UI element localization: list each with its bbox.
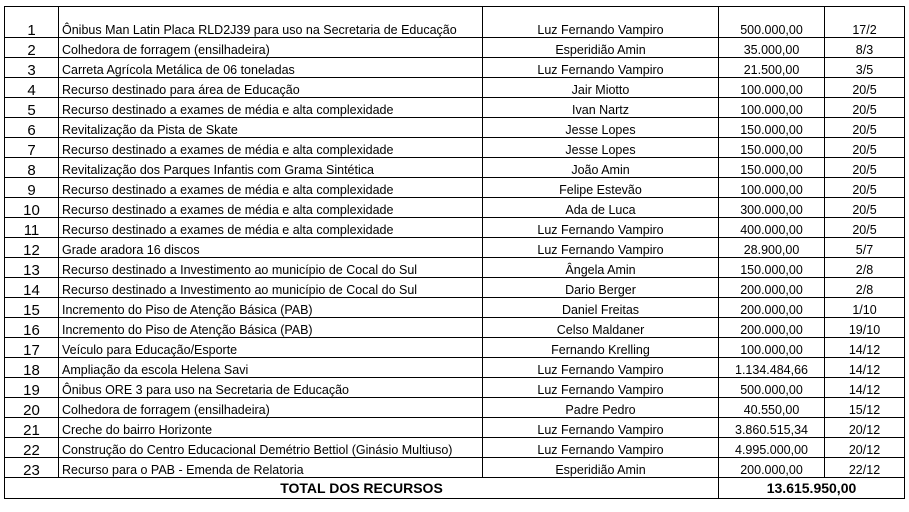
row-description: Recurso destinado a exames de média e alta complexidade	[59, 178, 483, 198]
row-value: 200.000,00	[719, 318, 825, 338]
row-date: 5/7	[825, 238, 905, 258]
row-description: Ônibus Man Latin Placa RLD2J39 para uso na Secretaria de Educação	[59, 7, 483, 38]
row-number: 17	[5, 338, 59, 358]
row-description: Carreta Agrícola Metálica de 06 toneladas	[59, 58, 483, 78]
table-row	[5, 218, 905, 238]
table-row	[5, 238, 905, 258]
row-date: 22/12	[825, 458, 905, 478]
row-number: 5	[5, 98, 59, 118]
row-date: 14/12	[825, 358, 905, 378]
row-value: 200.000,00	[719, 278, 825, 298]
row-author: Luz Fernando Vampiro	[483, 378, 719, 398]
table-row	[5, 298, 905, 318]
row-author: Luz Fernando Vampiro	[483, 238, 719, 258]
row-value: 21.500,00	[719, 58, 825, 78]
row-number: 16	[5, 318, 59, 338]
table-row	[5, 338, 905, 358]
table-row	[5, 458, 905, 478]
row-number: 15	[5, 298, 59, 318]
row-author: Luz Fernando Vampiro	[483, 438, 719, 458]
row-author: Esperidião Amin	[483, 458, 719, 478]
row-value: 100.000,00	[719, 78, 825, 98]
row-description: Grade aradora 16 discos	[59, 238, 483, 258]
row-author: Luz Fernando Vampiro	[483, 358, 719, 378]
row-author: Felipe Estevão	[483, 178, 719, 198]
total-value: 13.615.950,00	[719, 478, 905, 499]
row-description: Incremento do Piso de Atenção Básica (PAB)	[59, 318, 483, 338]
row-description: Recurso destinado a Investimento ao município de Cocal do Sul	[59, 258, 483, 278]
table-row	[5, 7, 905, 38]
row-author: Jair Miotto	[483, 78, 719, 98]
row-value: 200.000,00	[719, 298, 825, 318]
row-value: 150.000,00	[719, 158, 825, 178]
row-author: Dario Berger	[483, 278, 719, 298]
row-date: 20/5	[825, 138, 905, 158]
row-author: Luz Fernando Vampiro	[483, 418, 719, 438]
row-date: 2/8	[825, 278, 905, 298]
row-value: 500.000,00	[719, 7, 825, 38]
row-number: 9	[5, 178, 59, 198]
row-date: 20/5	[825, 198, 905, 218]
row-description: Recurso destinado a exames de média e alta complexidade	[59, 138, 483, 158]
row-number: 4	[5, 78, 59, 98]
row-date: 19/10	[825, 318, 905, 338]
row-value: 1.134.484,66	[719, 358, 825, 378]
row-date: 3/5	[825, 58, 905, 78]
row-date: 14/12	[825, 338, 905, 358]
row-description: Recurso destinado a exames de média e alta complexidade	[59, 98, 483, 118]
row-number: 7	[5, 138, 59, 158]
table-row	[5, 278, 905, 298]
table-row	[5, 318, 905, 338]
row-date: 8/3	[825, 38, 905, 58]
row-value: 500.000,00	[719, 378, 825, 398]
row-value: 28.900,00	[719, 238, 825, 258]
table-row	[5, 98, 905, 118]
row-number: 11	[5, 218, 59, 238]
row-author: Daniel Freitas	[483, 298, 719, 318]
row-value: 40.550,00	[719, 398, 825, 418]
total-row	[5, 478, 905, 499]
row-number: 21	[5, 418, 59, 438]
row-date: 1/10	[825, 298, 905, 318]
table-row	[5, 258, 905, 278]
row-author: Luz Fernando Vampiro	[483, 7, 719, 38]
row-date: 20/5	[825, 98, 905, 118]
row-description: Incremento do Piso de Atenção Básica (PAB)	[59, 298, 483, 318]
row-description: Ônibus ORE 3 para uso na Secretaria de Educação	[59, 378, 483, 398]
row-value: 35.000,00	[719, 38, 825, 58]
row-description: Ampliação da escola Helena Savi	[59, 358, 483, 378]
row-description: Recurso destinado para área de Educação	[59, 78, 483, 98]
table-row	[5, 158, 905, 178]
row-description: Construção do Centro Educacional Demétrio Bettiol (Ginásio Multiuso)	[59, 438, 483, 458]
row-description: Colhedora de forragem (ensilhadeira)	[59, 38, 483, 58]
row-number: 12	[5, 238, 59, 258]
table-row	[5, 378, 905, 398]
table-row	[5, 198, 905, 218]
row-value: 200.000,00	[719, 458, 825, 478]
row-number: 6	[5, 118, 59, 138]
total-label: TOTAL DOS RECURSOS	[5, 478, 719, 499]
row-author: Ângela Amin	[483, 258, 719, 278]
row-number: 19	[5, 378, 59, 398]
row-description: Revitalização da Pista de Skate	[59, 118, 483, 138]
row-number: 3	[5, 58, 59, 78]
row-date: 20/12	[825, 438, 905, 458]
row-description: Veículo para Educação/Esporte	[59, 338, 483, 358]
table-row	[5, 178, 905, 198]
row-number: 14	[5, 278, 59, 298]
row-author: Padre Pedro	[483, 398, 719, 418]
row-author: Luz Fernando Vampiro	[483, 218, 719, 238]
table-row	[5, 78, 905, 98]
row-number: 13	[5, 258, 59, 278]
row-number: 10	[5, 198, 59, 218]
row-value: 3.860.515,34	[719, 418, 825, 438]
row-author: Celso Maldaner	[483, 318, 719, 338]
row-value: 4.995.000,00	[719, 438, 825, 458]
row-author: Jesse Lopes	[483, 118, 719, 138]
table-row	[5, 58, 905, 78]
row-number: 18	[5, 358, 59, 378]
row-date: 17/2	[825, 7, 905, 38]
table-row	[5, 398, 905, 418]
row-date: 20/5	[825, 218, 905, 238]
row-author: Luz Fernando Vampiro	[483, 58, 719, 78]
row-value: 100.000,00	[719, 98, 825, 118]
row-date: 20/12	[825, 418, 905, 438]
row-description: Creche do bairro Horizonte	[59, 418, 483, 438]
table-row	[5, 38, 905, 58]
row-author: Ada de Luca	[483, 198, 719, 218]
table-row	[5, 418, 905, 438]
row-description: Recurso destinado a exames de média e alta complexidade	[59, 218, 483, 238]
row-number: 1	[5, 7, 59, 38]
row-value: 150.000,00	[719, 138, 825, 158]
table-row	[5, 118, 905, 138]
table-row	[5, 438, 905, 458]
row-author: Jesse Lopes	[483, 138, 719, 158]
row-value: 400.000,00	[719, 218, 825, 238]
row-date: 15/12	[825, 398, 905, 418]
row-value: 150.000,00	[719, 118, 825, 138]
row-value: 150.000,00	[719, 258, 825, 278]
row-number: 22	[5, 438, 59, 458]
resources-table	[4, 6, 905, 499]
row-date: 20/5	[825, 178, 905, 198]
row-date: 20/5	[825, 78, 905, 98]
row-value: 300.000,00	[719, 198, 825, 218]
row-author: Esperidião Amin	[483, 38, 719, 58]
row-description: Recurso para o PAB - Emenda de Relatoria	[59, 458, 483, 478]
row-value: 100.000,00	[719, 338, 825, 358]
row-author: Ivan Nartz	[483, 98, 719, 118]
row-date: 14/12	[825, 378, 905, 398]
row-date: 2/8	[825, 258, 905, 278]
row-number: 2	[5, 38, 59, 58]
row-description: Revitalização dos Parques Infantis com Grama Sintética	[59, 158, 483, 178]
row-value: 100.000,00	[719, 178, 825, 198]
row-description: Recurso destinado a exames de média e alta complexidade	[59, 198, 483, 218]
row-author: Fernando Krelling	[483, 338, 719, 358]
row-number: 23	[5, 458, 59, 478]
table-row	[5, 138, 905, 158]
row-date: 20/5	[825, 158, 905, 178]
row-number: 20	[5, 398, 59, 418]
row-author: João Amin	[483, 158, 719, 178]
row-description: Recurso destinado a Investimento ao município de Cocal do Sul	[59, 278, 483, 298]
table-body	[5, 7, 905, 478]
table-row	[5, 358, 905, 378]
row-number: 8	[5, 158, 59, 178]
row-description: Colhedora de forragem (ensilhadeira)	[59, 398, 483, 418]
row-date: 20/5	[825, 118, 905, 138]
